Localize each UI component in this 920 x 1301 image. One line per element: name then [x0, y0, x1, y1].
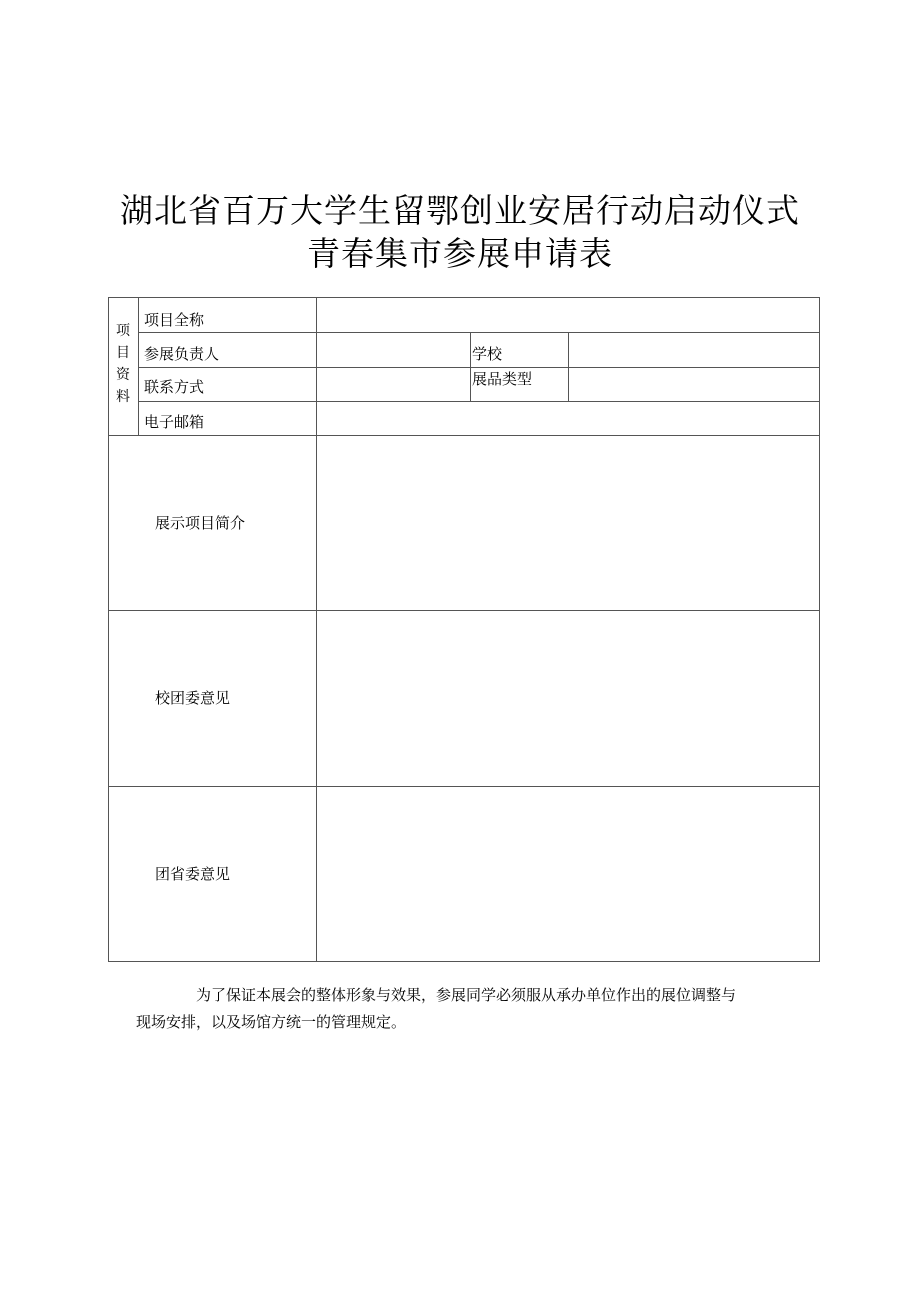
leader-label: 参展负责人	[144, 345, 220, 363]
contact-field[interactable]	[317, 368, 470, 401]
email-field[interactable]	[317, 402, 819, 435]
exhibit-type-field[interactable]	[569, 368, 819, 401]
project-name-field[interactable]	[317, 298, 819, 332]
school-field[interactable]	[569, 333, 819, 367]
mid-column-divider	[470, 332, 471, 401]
school-league-opinion-field[interactable]	[317, 611, 819, 786]
form-border-bottom	[108, 961, 820, 962]
section-divider	[138, 297, 139, 435]
project-info-section-label: 项 目 资 料	[116, 323, 130, 405]
notice-line2: 现场安排，以及场馆方统一的管理规定。	[136, 1013, 407, 1031]
provincial-league-opinion-label: 团省委意见	[155, 865, 231, 883]
project-name-label: 项目全称	[144, 311, 205, 329]
school-league-opinion-label: 校团委意见	[155, 689, 231, 707]
application-form	[108, 297, 820, 962]
form-border-right	[819, 297, 820, 962]
leader-field[interactable]	[317, 333, 470, 367]
form-title-line2: 青春集市参展申请表	[307, 234, 613, 273]
project-intro-label: 展示项目简介	[155, 514, 246, 532]
notice-line1: 为了保证本展会的整体形象与效果，参展同学必须服从承办单位作出的展位调整与	[196, 986, 737, 1004]
exhibit-type-label: 展品类型	[472, 370, 533, 388]
form-title-line1: 湖北省百万大学生留鄂创业安居行动启动仪式	[120, 191, 800, 230]
email-label: 电子邮箱	[144, 413, 205, 431]
form-border-left	[108, 297, 109, 962]
school-label: 学校	[472, 345, 503, 363]
project-intro-field[interactable]	[317, 436, 819, 610]
provincial-league-opinion-field[interactable]	[317, 787, 819, 961]
contact-label: 联系方式	[144, 378, 205, 396]
